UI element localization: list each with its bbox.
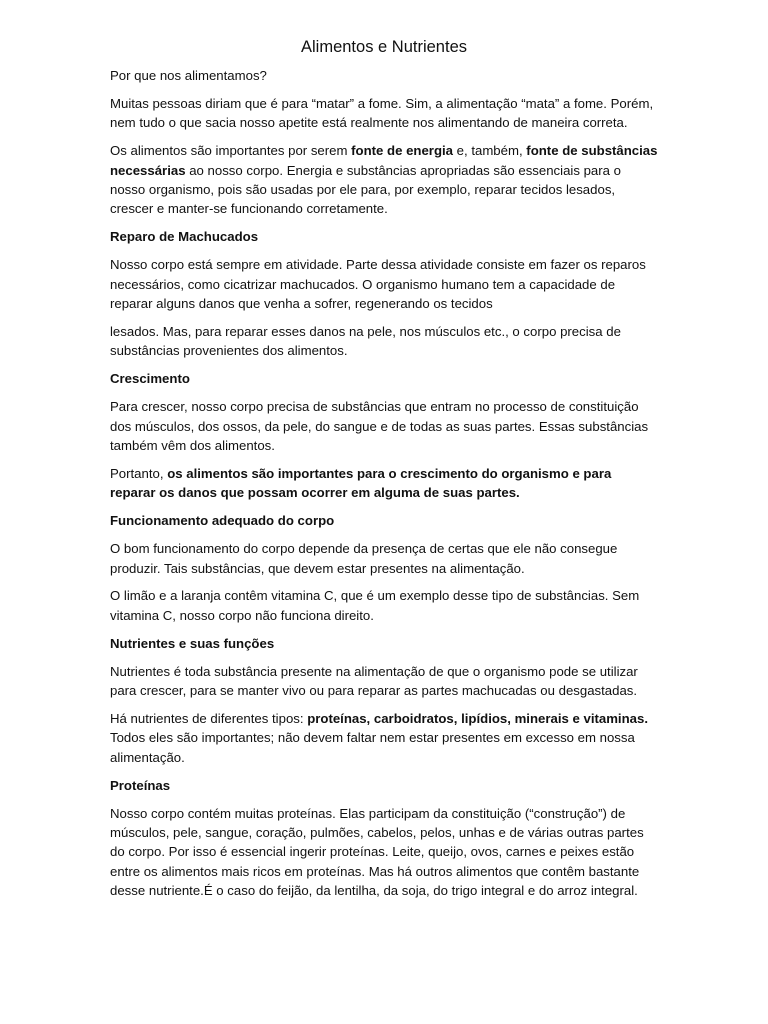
paragraph-reparo-2: lesados. Mas, para reparar esses danos na pele, nos músculos etc., o corpo precisa de substâncias provenientes dos alimentos. (110, 323, 621, 359)
bold-fonte-energia: fonte de energia (351, 143, 453, 159)
document-title: Alimentos e Nutrientes (301, 38, 467, 56)
bold-fonte-substancias: fonte de substâncias necessárias (110, 143, 658, 178)
bold-portanto: os alimentos são importantes para o crescimento do organismo e para reparar os danos que possam ocorrer em alguma de suas partes. (110, 465, 612, 501)
paragraph-tipos-text-2: Todos eles são importantes; não devem faltar nem estar presentes em excesso em nossa alimentação. (110, 730, 635, 765)
paragraph-funcionamento: O bom funcionamento do corpo depende da presença de certas que ele não consegue produzir. Tais substâncias, que devem estar presentes na alimentação. (110, 541, 618, 576)
paragraph-fome: Muitas pessoas diriam que é para “matar” a fome. Sim, a alimentação “mata” a fome. Porém, nem tudo o que sacia nosso apetite está realmente nos alimentando de maneira correta. (110, 95, 654, 131)
paragraph-proteinas: Nosso corpo contém muitas proteínas. Elas participam da constituição (“construção”) de músculos, pele, sangue, coração, pulmões, cabelos, pelos, unhas e de várias outras partes do corpo. Por isso é essencial ingerir proteínas. Leite, queijo, ovos, carnes e peixes estão entre os alimentos mais ricos em proteínas. Mas há outros alimentos que contêm bastante desse nutriente.É o caso do feijão, da lentilha, da soja, do trigo integral e do arroz integral. (110, 805, 644, 899)
paragraph-vitamina-c: O limão e a laranja contêm vitamina C, que é um exemplo desse tipo de substâncias. Sem vitamina C, nosso corpo não funciona direito. (110, 588, 640, 623)
heading-reparo: Reparo de Machucados (110, 229, 259, 245)
bold-tipos: proteínas, carboidratos, lipídios, minerais e vitaminas. (307, 710, 648, 726)
paragraph-importancia (110, 141, 658, 219)
heading-nutrientes: Nutrientes e suas funções (110, 635, 275, 651)
paragraph-nutrientes: Nutrientes é toda substância presente na alimentação de que o organismo pode se utilizar para crescer, para se manter vivo ou para reparar as partes machucadas ou desgastadas. (110, 663, 638, 699)
heading-proteinas: Proteínas (110, 777, 171, 793)
heading-funcionamento: Funcionamento adequado do corpo (110, 513, 335, 529)
paragraph-importancia-text-3: ao nosso corpo. Energia e substâncias apropriadas são essenciais para o nosso organismo, pois são usadas por ele para, por exemplo, reparar tecidos lesados, crescer e manter-se funcionando corretamente. (110, 162, 621, 217)
paragraph-portanto (110, 464, 658, 503)
heading-crescimento: Crescimento (110, 371, 190, 387)
intro-question: Por que nos alimentamos? (110, 68, 267, 83)
paragraph-crescimento: Para crescer, nosso corpo precisa de substâncias que entram no processo de constituição dos músculos, dos ossos, da pele, do sangue e de todas as suas partes. Essas substâncias também vêm dos alimentos. (110, 399, 649, 453)
paragraph-reparo-1: Nosso corpo está sempre em atividade. Parte dessa atividade consiste em fazer os reparos necessários, como cicatrizar machucados. O organismo humano tem a capacidade de reparar alguns danos que venha a sofrer, regenerando os tecidos (110, 257, 646, 312)
paragraph-tipos-text-1: Há nutrientes de diferentes tipos: (110, 710, 308, 726)
paragraph-importancia-text-1: Os alimentos são importantes por serem (110, 143, 352, 159)
paragraph-tipos (110, 709, 658, 767)
paragraph-importancia-text-2: e, também, (453, 143, 527, 159)
document-page (110, 36, 658, 909)
paragraph-portanto-text: Portanto, (110, 465, 168, 481)
